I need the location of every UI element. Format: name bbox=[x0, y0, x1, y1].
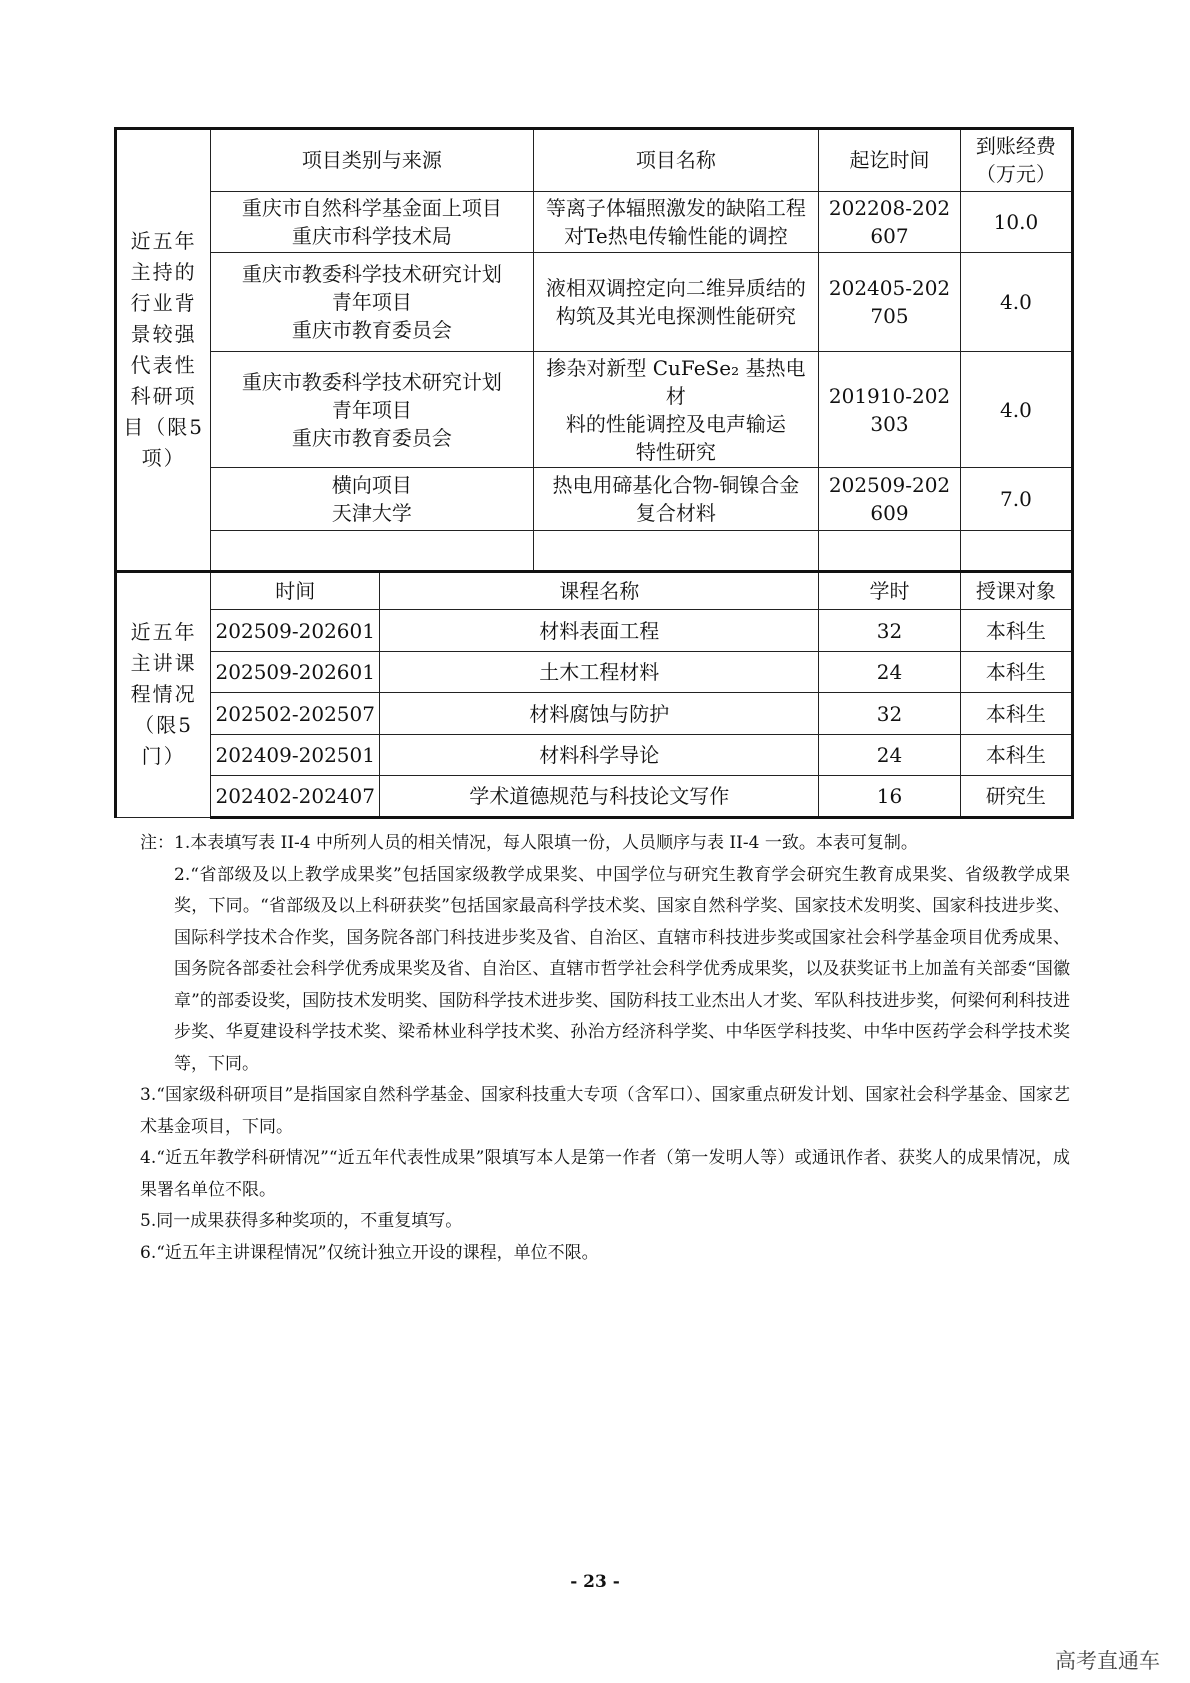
watermark-text: 高考直通车 bbox=[1055, 1649, 1160, 1673]
course-row bbox=[116, 610, 1073, 652]
research-header-row bbox=[116, 129, 1073, 192]
research-project-name: 等离子体辐照激发的缺陷工程 对Te热电传输性能的调控 bbox=[533, 191, 819, 252]
empty-cell bbox=[533, 531, 819, 572]
course-row bbox=[116, 776, 1073, 818]
note-item: 3.“国家级科研项目”是指国家自然科学基金、国家科技重大专项（含军口）、国家重点研发计划、国家社会科学基金、国家艺术基金项目，下同。 bbox=[140, 1085, 1070, 1137]
research-header-funding: 到账经费（万元） bbox=[960, 129, 1072, 192]
info-table bbox=[114, 127, 1074, 819]
course-time: 202402-202407 bbox=[211, 776, 380, 818]
course-name: 土木工程材料 bbox=[380, 651, 819, 693]
research-row bbox=[116, 191, 1073, 252]
research-header-name: 项目名称 bbox=[533, 129, 819, 192]
course-name: 材料腐蚀与防护 bbox=[380, 693, 819, 735]
course-target: 本科生 bbox=[960, 734, 1072, 776]
course-time: 202509-202601 bbox=[211, 651, 380, 693]
course-target: 研究生 bbox=[960, 776, 1072, 818]
courses-header-time: 时间 bbox=[211, 571, 380, 610]
courses-header-hours: 学时 bbox=[819, 571, 961, 610]
research-period: 202509-202609 bbox=[819, 468, 961, 531]
research-period: 202208-202607 bbox=[819, 191, 961, 252]
courses-header-row bbox=[116, 571, 1073, 610]
course-name: 学术道德规范与科技论文写作 bbox=[380, 776, 819, 818]
courses-side-label: 近五年主讲课程情况（限5门） bbox=[116, 571, 211, 817]
course-hours: 32 bbox=[819, 610, 961, 652]
course-name: 材料表面工程 bbox=[380, 610, 819, 652]
research-funding: 10.0 bbox=[960, 191, 1072, 252]
research-category: 重庆市自然科学基金面上项目 重庆市科学技术局 bbox=[211, 191, 534, 252]
research-project-name: 掺杂对新型 CuFeSe₂ 基热电材 料的性能调控及电声输运 特性研究 bbox=[533, 351, 819, 468]
research-category: 横向项目 天津大学 bbox=[211, 468, 534, 531]
note-item bbox=[140, 828, 1070, 860]
research-side-label: 近五年主持的行业背景较强代表性科研项目（限5项） bbox=[116, 129, 211, 572]
research-period: 201910-202303 bbox=[819, 351, 961, 468]
note-item: 6.“近五年主讲课程情况”仅统计独立开设的课程，单位不限。 bbox=[140, 1242, 599, 1263]
note-item: 2.“省部级及以上教学成果奖”包括国家级教学成果奖、中国学位与研究生教育学会研究生教育成果奖、省级教学成果奖，下同。“省部级及以上科研获奖”包括国家最高科学技术奖、国家自然科学奖、国家技术发明奖、国家科技进步奖、国际科学技术合作奖，国务院各部门科技进步奖及省、自治区、直辖市科技进步奖或国家社会科学基金项目优秀成果、国务院各部委社会科学优秀成果奖及省、自治区、直辖市哲学社会科学优秀成果奖，以及获奖证书上加盖有关部委“国徽章”的部委设奖，国防技术发明奖、国防科学技术进步奖、国防科技工业杰出人才奖、军队科技进步奖，何梁何利科技进步奖、华夏建设科学技术奖、梁希林业科学技术奖、孙治方经济科学奖、中华医学科技奖、中华中医药学会科学技术奖等，下同。 bbox=[174, 864, 1070, 1074]
research-category: 重庆市教委科学技术研究计划 青年项目 重庆市教育委员会 bbox=[211, 252, 534, 351]
course-time: 202509-202601 bbox=[211, 610, 380, 652]
research-header-category: 项目类别与来源 bbox=[211, 129, 534, 192]
notes-section bbox=[140, 828, 1070, 1269]
research-row bbox=[116, 252, 1073, 351]
note-text: 1.本表填写表 II-4 中所列人员的相关情况，每人限填一份，人员顺序与表 II-4 一致。本表可复制。 bbox=[174, 833, 918, 853]
courses-header-target: 授课对象 bbox=[960, 571, 1072, 610]
research-period: 202405-202705 bbox=[819, 252, 961, 351]
page-number: - 23 - bbox=[570, 1572, 620, 1592]
course-row bbox=[116, 651, 1073, 693]
course-time: 202409-202501 bbox=[211, 734, 380, 776]
course-hours: 16 bbox=[819, 776, 961, 818]
course-hours: 24 bbox=[819, 734, 961, 776]
course-target: 本科生 bbox=[960, 610, 1072, 652]
research-row bbox=[116, 351, 1073, 468]
research-project-name: 热电用碲基化合物-铜镍合金 复合材料 bbox=[533, 468, 819, 531]
empty-cell bbox=[211, 531, 534, 572]
course-name: 材料科学导论 bbox=[380, 734, 819, 776]
course-target: 本科生 bbox=[960, 651, 1072, 693]
course-hours: 32 bbox=[819, 693, 961, 735]
note-item: 4.“近五年教学科研情况”“近五年代表性成果”限填写本人是第一作者（第一发明人等）或通讯作者、获奖人的成果情况，成果署名单位不限。 bbox=[140, 1148, 1070, 1200]
research-header-period: 起讫时间 bbox=[819, 129, 961, 192]
course-hours: 24 bbox=[819, 651, 961, 693]
course-target: 本科生 bbox=[960, 693, 1072, 735]
course-time: 202502-202507 bbox=[211, 693, 380, 735]
empty-cell bbox=[960, 531, 1072, 572]
courses-header-name: 课程名称 bbox=[380, 571, 819, 610]
course-row bbox=[116, 693, 1073, 735]
research-funding: 7.0 bbox=[960, 468, 1072, 531]
research-category: 重庆市教委科学技术研究计划 青年项目 重庆市教育委员会 bbox=[211, 351, 534, 468]
course-row bbox=[116, 734, 1073, 776]
research-funding: 4.0 bbox=[960, 252, 1072, 351]
research-empty-row bbox=[116, 531, 1073, 572]
research-funding: 4.0 bbox=[960, 351, 1072, 468]
research-row bbox=[116, 468, 1073, 531]
research-project-name: 液相双调控定向二维异质结的 构筑及其光电探测性能研究 bbox=[533, 252, 819, 351]
notes-label: 注： bbox=[140, 833, 174, 853]
note-item: 5.同一成果获得多种奖项的，不重复填写。 bbox=[140, 1211, 463, 1231]
empty-cell bbox=[819, 531, 961, 572]
